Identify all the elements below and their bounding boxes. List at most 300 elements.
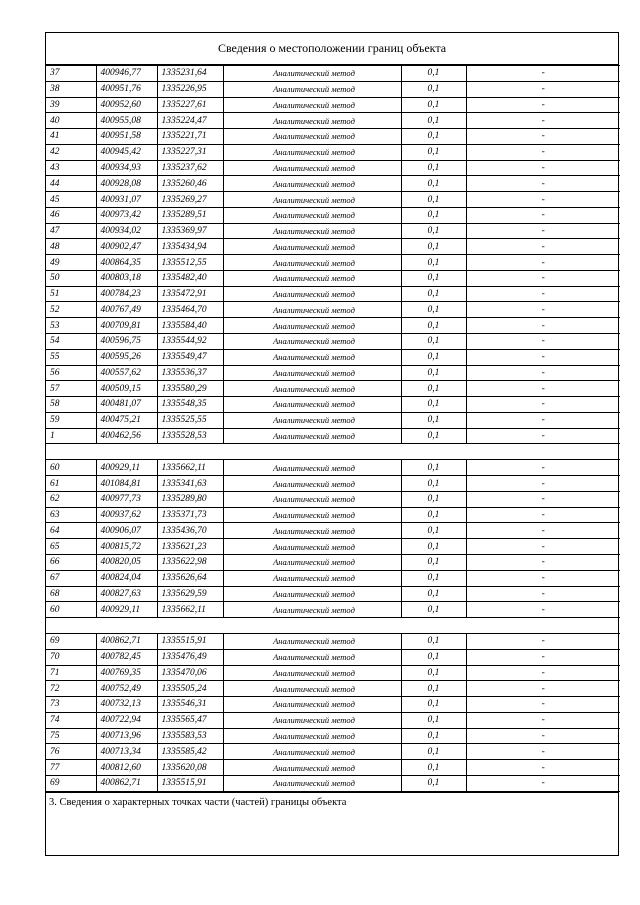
- coordinates-table: [46, 65, 620, 792]
- description: -: [466, 476, 620, 492]
- description: -: [466, 665, 620, 681]
- table-row: [46, 207, 620, 223]
- x-coordinate: 400782,45: [96, 649, 157, 665]
- y-coordinate: 1335549,47: [157, 349, 223, 365]
- table-row: [46, 66, 620, 82]
- table-row: [46, 176, 620, 192]
- accuracy: 0,1: [401, 239, 466, 255]
- description: -: [466, 460, 620, 476]
- y-coordinate: 1335546,31: [157, 697, 223, 713]
- y-coordinate: 1335260,46: [157, 176, 223, 192]
- y-coordinate: 1335476,49: [157, 649, 223, 665]
- accuracy: 0,1: [401, 476, 466, 492]
- method: Аналитический метод: [223, 176, 401, 192]
- x-coordinate: 400955,08: [96, 113, 157, 129]
- point-number: 45: [46, 192, 96, 208]
- y-coordinate: 1335472,91: [157, 286, 223, 302]
- point-number: 41: [46, 129, 96, 145]
- y-coordinate: 1335464,70: [157, 302, 223, 318]
- accuracy: 0,1: [401, 460, 466, 476]
- accuracy: 0,1: [401, 412, 466, 428]
- accuracy: 0,1: [401, 744, 466, 760]
- point-number: 63: [46, 507, 96, 523]
- description: -: [466, 160, 620, 176]
- table-row: [46, 318, 620, 334]
- description: -: [466, 365, 620, 381]
- accuracy: 0,1: [401, 97, 466, 113]
- description: -: [466, 634, 620, 650]
- table-row: [46, 728, 620, 744]
- x-coordinate: 400951,76: [96, 81, 157, 97]
- x-coordinate: 400732,13: [96, 697, 157, 713]
- y-coordinate: 1335515,91: [157, 775, 223, 791]
- table-row: [46, 570, 620, 586]
- description: -: [466, 144, 620, 160]
- point-number: 68: [46, 586, 96, 602]
- description: -: [466, 129, 620, 145]
- method: Аналитический метод: [223, 412, 401, 428]
- description: -: [466, 428, 620, 444]
- method: Аналитический метод: [223, 523, 401, 539]
- table-row: [46, 129, 620, 145]
- point-number: 65: [46, 539, 96, 555]
- x-coordinate: 400481,07: [96, 397, 157, 413]
- description: -: [466, 302, 620, 318]
- y-coordinate: 1335585,42: [157, 744, 223, 760]
- description: -: [466, 697, 620, 713]
- y-coordinate: 1335584,40: [157, 318, 223, 334]
- method: Аналитический метод: [223, 349, 401, 365]
- x-coordinate: 400928,08: [96, 176, 157, 192]
- accuracy: 0,1: [401, 712, 466, 728]
- point-number: 56: [46, 365, 96, 381]
- method: Аналитический метод: [223, 539, 401, 555]
- y-coordinate: 1335622,98: [157, 554, 223, 570]
- x-coordinate: 400862,71: [96, 634, 157, 650]
- x-coordinate: 400557,62: [96, 365, 157, 381]
- x-coordinate: 400929,11: [96, 460, 157, 476]
- table-row: [46, 270, 620, 286]
- table-row: [46, 775, 620, 791]
- description: -: [466, 602, 620, 618]
- table-row: [46, 97, 620, 113]
- x-coordinate: 400937,62: [96, 507, 157, 523]
- y-coordinate: 1335227,61: [157, 97, 223, 113]
- accuracy: 0,1: [401, 428, 466, 444]
- accuracy: 0,1: [401, 381, 466, 397]
- y-coordinate: 1335515,91: [157, 634, 223, 650]
- accuracy: 0,1: [401, 775, 466, 791]
- point-number: 61: [46, 476, 96, 492]
- table-row: [46, 349, 620, 365]
- accuracy: 0,1: [401, 697, 466, 713]
- x-coordinate: 400902,47: [96, 239, 157, 255]
- y-coordinate: 1335289,80: [157, 491, 223, 507]
- point-number: 59: [46, 412, 96, 428]
- x-coordinate: 400767,49: [96, 302, 157, 318]
- method: Аналитический метод: [223, 570, 401, 586]
- x-coordinate: 400462,56: [96, 428, 157, 444]
- description: -: [466, 176, 620, 192]
- accuracy: 0,1: [401, 66, 466, 82]
- y-coordinate: 1335369,97: [157, 223, 223, 239]
- accuracy: 0,1: [401, 255, 466, 271]
- y-coordinate: 1335289,51: [157, 207, 223, 223]
- method: Аналитический метод: [223, 97, 401, 113]
- accuracy: 0,1: [401, 129, 466, 145]
- separator-cell: [46, 618, 620, 634]
- y-coordinate: 1335371,73: [157, 507, 223, 523]
- y-coordinate: 1335436,70: [157, 523, 223, 539]
- method: Аналитический метод: [223, 602, 401, 618]
- table-row: [46, 160, 620, 176]
- accuracy: 0,1: [401, 318, 466, 334]
- description: -: [466, 270, 620, 286]
- x-coordinate: 400803,18: [96, 270, 157, 286]
- description: -: [466, 712, 620, 728]
- method: Аналитический метод: [223, 381, 401, 397]
- point-number: 54: [46, 334, 96, 350]
- point-number: 51: [46, 286, 96, 302]
- accuracy: 0,1: [401, 113, 466, 129]
- accuracy: 0,1: [401, 634, 466, 650]
- point-number: 37: [46, 66, 96, 82]
- description: -: [466, 728, 620, 744]
- accuracy: 0,1: [401, 270, 466, 286]
- accuracy: 0,1: [401, 586, 466, 602]
- description: -: [466, 349, 620, 365]
- point-number: 69: [46, 775, 96, 791]
- x-coordinate: 400820,05: [96, 554, 157, 570]
- x-coordinate: 400952,60: [96, 97, 157, 113]
- method: Аналитический метод: [223, 554, 401, 570]
- x-coordinate: 400934,02: [96, 223, 157, 239]
- method: Аналитический метод: [223, 476, 401, 492]
- point-number: 64: [46, 523, 96, 539]
- y-coordinate: 1335226,95: [157, 81, 223, 97]
- x-coordinate: 400713,96: [96, 728, 157, 744]
- table-row: [46, 428, 620, 444]
- method: Аналитический метод: [223, 697, 401, 713]
- description: -: [466, 491, 620, 507]
- accuracy: 0,1: [401, 728, 466, 744]
- table-row: [46, 681, 620, 697]
- point-number: 60: [46, 602, 96, 618]
- description: -: [466, 255, 620, 271]
- method: Аналитический метод: [223, 334, 401, 350]
- table-row: [46, 476, 620, 492]
- accuracy: 0,1: [401, 760, 466, 776]
- x-coordinate: 400709,81: [96, 318, 157, 334]
- point-number: 48: [46, 239, 96, 255]
- accuracy: 0,1: [401, 602, 466, 618]
- description: -: [466, 286, 620, 302]
- description: -: [466, 381, 620, 397]
- method: Аналитический метод: [223, 665, 401, 681]
- x-coordinate: 400951,58: [96, 129, 157, 145]
- description: -: [466, 113, 620, 129]
- table-row: [46, 602, 620, 618]
- section-title: Сведения о местоположении границ объекта: [46, 33, 618, 65]
- accuracy: 0,1: [401, 665, 466, 681]
- accuracy: 0,1: [401, 397, 466, 413]
- accuracy: 0,1: [401, 207, 466, 223]
- point-number: 38: [46, 81, 96, 97]
- y-coordinate: 1335548,35: [157, 397, 223, 413]
- method: Аналитический метод: [223, 460, 401, 476]
- point-number: 66: [46, 554, 96, 570]
- description: -: [466, 66, 620, 82]
- description: -: [466, 760, 620, 776]
- point-number: 55: [46, 349, 96, 365]
- table-row: [46, 192, 620, 208]
- table-row: [46, 460, 620, 476]
- description: -: [466, 223, 620, 239]
- description: -: [466, 744, 620, 760]
- y-coordinate: 1335341,63: [157, 476, 223, 492]
- point-number: 44: [46, 176, 96, 192]
- description: -: [466, 570, 620, 586]
- point-number: 69: [46, 634, 96, 650]
- accuracy: 0,1: [401, 223, 466, 239]
- x-coordinate: 400977,73: [96, 491, 157, 507]
- point-number: 77: [46, 760, 96, 776]
- document-frame: [45, 32, 619, 856]
- point-number: 49: [46, 255, 96, 271]
- point-number: 46: [46, 207, 96, 223]
- method: Аналитический метод: [223, 286, 401, 302]
- method: Аналитический метод: [223, 239, 401, 255]
- y-coordinate: 1335565,47: [157, 712, 223, 728]
- table-row: [46, 697, 620, 713]
- x-coordinate: 400945,42: [96, 144, 157, 160]
- point-number: 42: [46, 144, 96, 160]
- y-coordinate: 1335237,62: [157, 160, 223, 176]
- point-number: 70: [46, 649, 96, 665]
- y-coordinate: 1335528,53: [157, 428, 223, 444]
- method: Аналитический метод: [223, 223, 401, 239]
- coordinates-table-body: [46, 66, 620, 792]
- table-row: [46, 239, 620, 255]
- point-number: 57: [46, 381, 96, 397]
- description: -: [466, 649, 620, 665]
- y-coordinate: 1335580,29: [157, 381, 223, 397]
- method: Аналитический метод: [223, 586, 401, 602]
- table-row: [46, 523, 620, 539]
- accuracy: 0,1: [401, 681, 466, 697]
- description: -: [466, 97, 620, 113]
- description: -: [466, 554, 620, 570]
- y-coordinate: 1335470,06: [157, 665, 223, 681]
- method: Аналитический метод: [223, 129, 401, 145]
- method: Аналитический метод: [223, 255, 401, 271]
- method: Аналитический метод: [223, 649, 401, 665]
- accuracy: 0,1: [401, 286, 466, 302]
- x-coordinate: 400864,35: [96, 255, 157, 271]
- table-row: [46, 586, 620, 602]
- method: Аналитический метод: [223, 712, 401, 728]
- method: Аналитический метод: [223, 775, 401, 791]
- y-coordinate: 1335583,53: [157, 728, 223, 744]
- table-row: [46, 397, 620, 413]
- x-coordinate: 400946,77: [96, 66, 157, 82]
- point-number: 58: [46, 397, 96, 413]
- x-coordinate: 400824,04: [96, 570, 157, 586]
- y-coordinate: 1335544,92: [157, 334, 223, 350]
- description: -: [466, 539, 620, 555]
- table-row: [46, 507, 620, 523]
- table-row: [46, 665, 620, 681]
- accuracy: 0,1: [401, 507, 466, 523]
- table-row: [46, 491, 620, 507]
- accuracy: 0,1: [401, 334, 466, 350]
- description: -: [466, 207, 620, 223]
- accuracy: 0,1: [401, 81, 466, 97]
- y-coordinate: 1335482,40: [157, 270, 223, 286]
- method: Аналитический метод: [223, 728, 401, 744]
- table-row: [46, 539, 620, 555]
- x-coordinate: 400713,34: [96, 744, 157, 760]
- x-coordinate: 400862,71: [96, 775, 157, 791]
- x-coordinate: 400769,35: [96, 665, 157, 681]
- accuracy: 0,1: [401, 649, 466, 665]
- table-row: [46, 113, 620, 129]
- x-coordinate: 400752,49: [96, 681, 157, 697]
- description: -: [466, 397, 620, 413]
- method: Аналитический метод: [223, 144, 401, 160]
- table-row: [46, 255, 620, 271]
- point-number: 1: [46, 428, 96, 444]
- point-number: 53: [46, 318, 96, 334]
- point-number: 52: [46, 302, 96, 318]
- point-number: 71: [46, 665, 96, 681]
- x-coordinate: 400509,15: [96, 381, 157, 397]
- method: Аналитический метод: [223, 428, 401, 444]
- y-coordinate: 1335629,59: [157, 586, 223, 602]
- point-number: 47: [46, 223, 96, 239]
- section-footer: 3. Сведения о характерных точках части (частей) границы объекта: [46, 792, 618, 813]
- accuracy: 0,1: [401, 539, 466, 555]
- table-row: [46, 634, 620, 650]
- x-coordinate: 400812,60: [96, 760, 157, 776]
- table-row: [46, 334, 620, 350]
- accuracy: 0,1: [401, 349, 466, 365]
- group-separator: [46, 618, 620, 634]
- description: -: [466, 523, 620, 539]
- method: Аналитический метод: [223, 744, 401, 760]
- method: Аналитический метод: [223, 270, 401, 286]
- x-coordinate: 400595,26: [96, 349, 157, 365]
- table-row: [46, 365, 620, 381]
- y-coordinate: 1335525,55: [157, 412, 223, 428]
- table-row: [46, 81, 620, 97]
- description: -: [466, 412, 620, 428]
- table-row: [46, 760, 620, 776]
- x-coordinate: 400475,21: [96, 412, 157, 428]
- accuracy: 0,1: [401, 523, 466, 539]
- point-number: 72: [46, 681, 96, 697]
- separator-cell: [46, 444, 620, 460]
- point-number: 73: [46, 697, 96, 713]
- method: Аналитический метод: [223, 365, 401, 381]
- point-number: 43: [46, 160, 96, 176]
- description: -: [466, 192, 620, 208]
- method: Аналитический метод: [223, 318, 401, 334]
- table-row: [46, 649, 620, 665]
- method: Аналитический метод: [223, 302, 401, 318]
- description: -: [466, 507, 620, 523]
- x-coordinate: 400722,94: [96, 712, 157, 728]
- method: Аналитический метод: [223, 113, 401, 129]
- group-separator: [46, 444, 620, 460]
- accuracy: 0,1: [401, 491, 466, 507]
- method: Аналитический метод: [223, 160, 401, 176]
- accuracy: 0,1: [401, 365, 466, 381]
- description: -: [466, 775, 620, 791]
- description: -: [466, 586, 620, 602]
- y-coordinate: 1335227,31: [157, 144, 223, 160]
- y-coordinate: 1335662,11: [157, 602, 223, 618]
- point-number: 76: [46, 744, 96, 760]
- y-coordinate: 1335626,64: [157, 570, 223, 586]
- point-number: 39: [46, 97, 96, 113]
- method: Аналитический метод: [223, 66, 401, 82]
- accuracy: 0,1: [401, 302, 466, 318]
- method: Аналитический метод: [223, 192, 401, 208]
- y-coordinate: 1335536,37: [157, 365, 223, 381]
- x-coordinate: 400931,07: [96, 192, 157, 208]
- accuracy: 0,1: [401, 192, 466, 208]
- point-number: 40: [46, 113, 96, 129]
- method: Аналитический метод: [223, 491, 401, 507]
- description: -: [466, 318, 620, 334]
- point-number: 60: [46, 460, 96, 476]
- description: -: [466, 681, 620, 697]
- y-coordinate: 1335662,11: [157, 460, 223, 476]
- table-row: [46, 223, 620, 239]
- x-coordinate: 400929,11: [96, 602, 157, 618]
- point-number: 75: [46, 728, 96, 744]
- accuracy: 0,1: [401, 554, 466, 570]
- accuracy: 0,1: [401, 176, 466, 192]
- x-coordinate: 400973,42: [96, 207, 157, 223]
- accuracy: 0,1: [401, 144, 466, 160]
- description: -: [466, 334, 620, 350]
- y-coordinate: 1335512,55: [157, 255, 223, 271]
- table-row: [46, 554, 620, 570]
- method: Аналитический метод: [223, 81, 401, 97]
- accuracy: 0,1: [401, 160, 466, 176]
- table-row: [46, 744, 620, 760]
- method: Аналитический метод: [223, 634, 401, 650]
- method: Аналитический метод: [223, 207, 401, 223]
- table-row: [46, 412, 620, 428]
- method: Аналитический метод: [223, 760, 401, 776]
- x-coordinate: 400827,63: [96, 586, 157, 602]
- x-coordinate: 400815,72: [96, 539, 157, 555]
- accuracy: 0,1: [401, 570, 466, 586]
- x-coordinate: 400784,23: [96, 286, 157, 302]
- point-number: 67: [46, 570, 96, 586]
- table-row: [46, 302, 620, 318]
- x-coordinate: 400906,07: [96, 523, 157, 539]
- y-coordinate: 1335224,47: [157, 113, 223, 129]
- point-number: 74: [46, 712, 96, 728]
- y-coordinate: 1335621,23: [157, 539, 223, 555]
- method: Аналитический метод: [223, 397, 401, 413]
- y-coordinate: 1335221,71: [157, 129, 223, 145]
- table-row: [46, 144, 620, 160]
